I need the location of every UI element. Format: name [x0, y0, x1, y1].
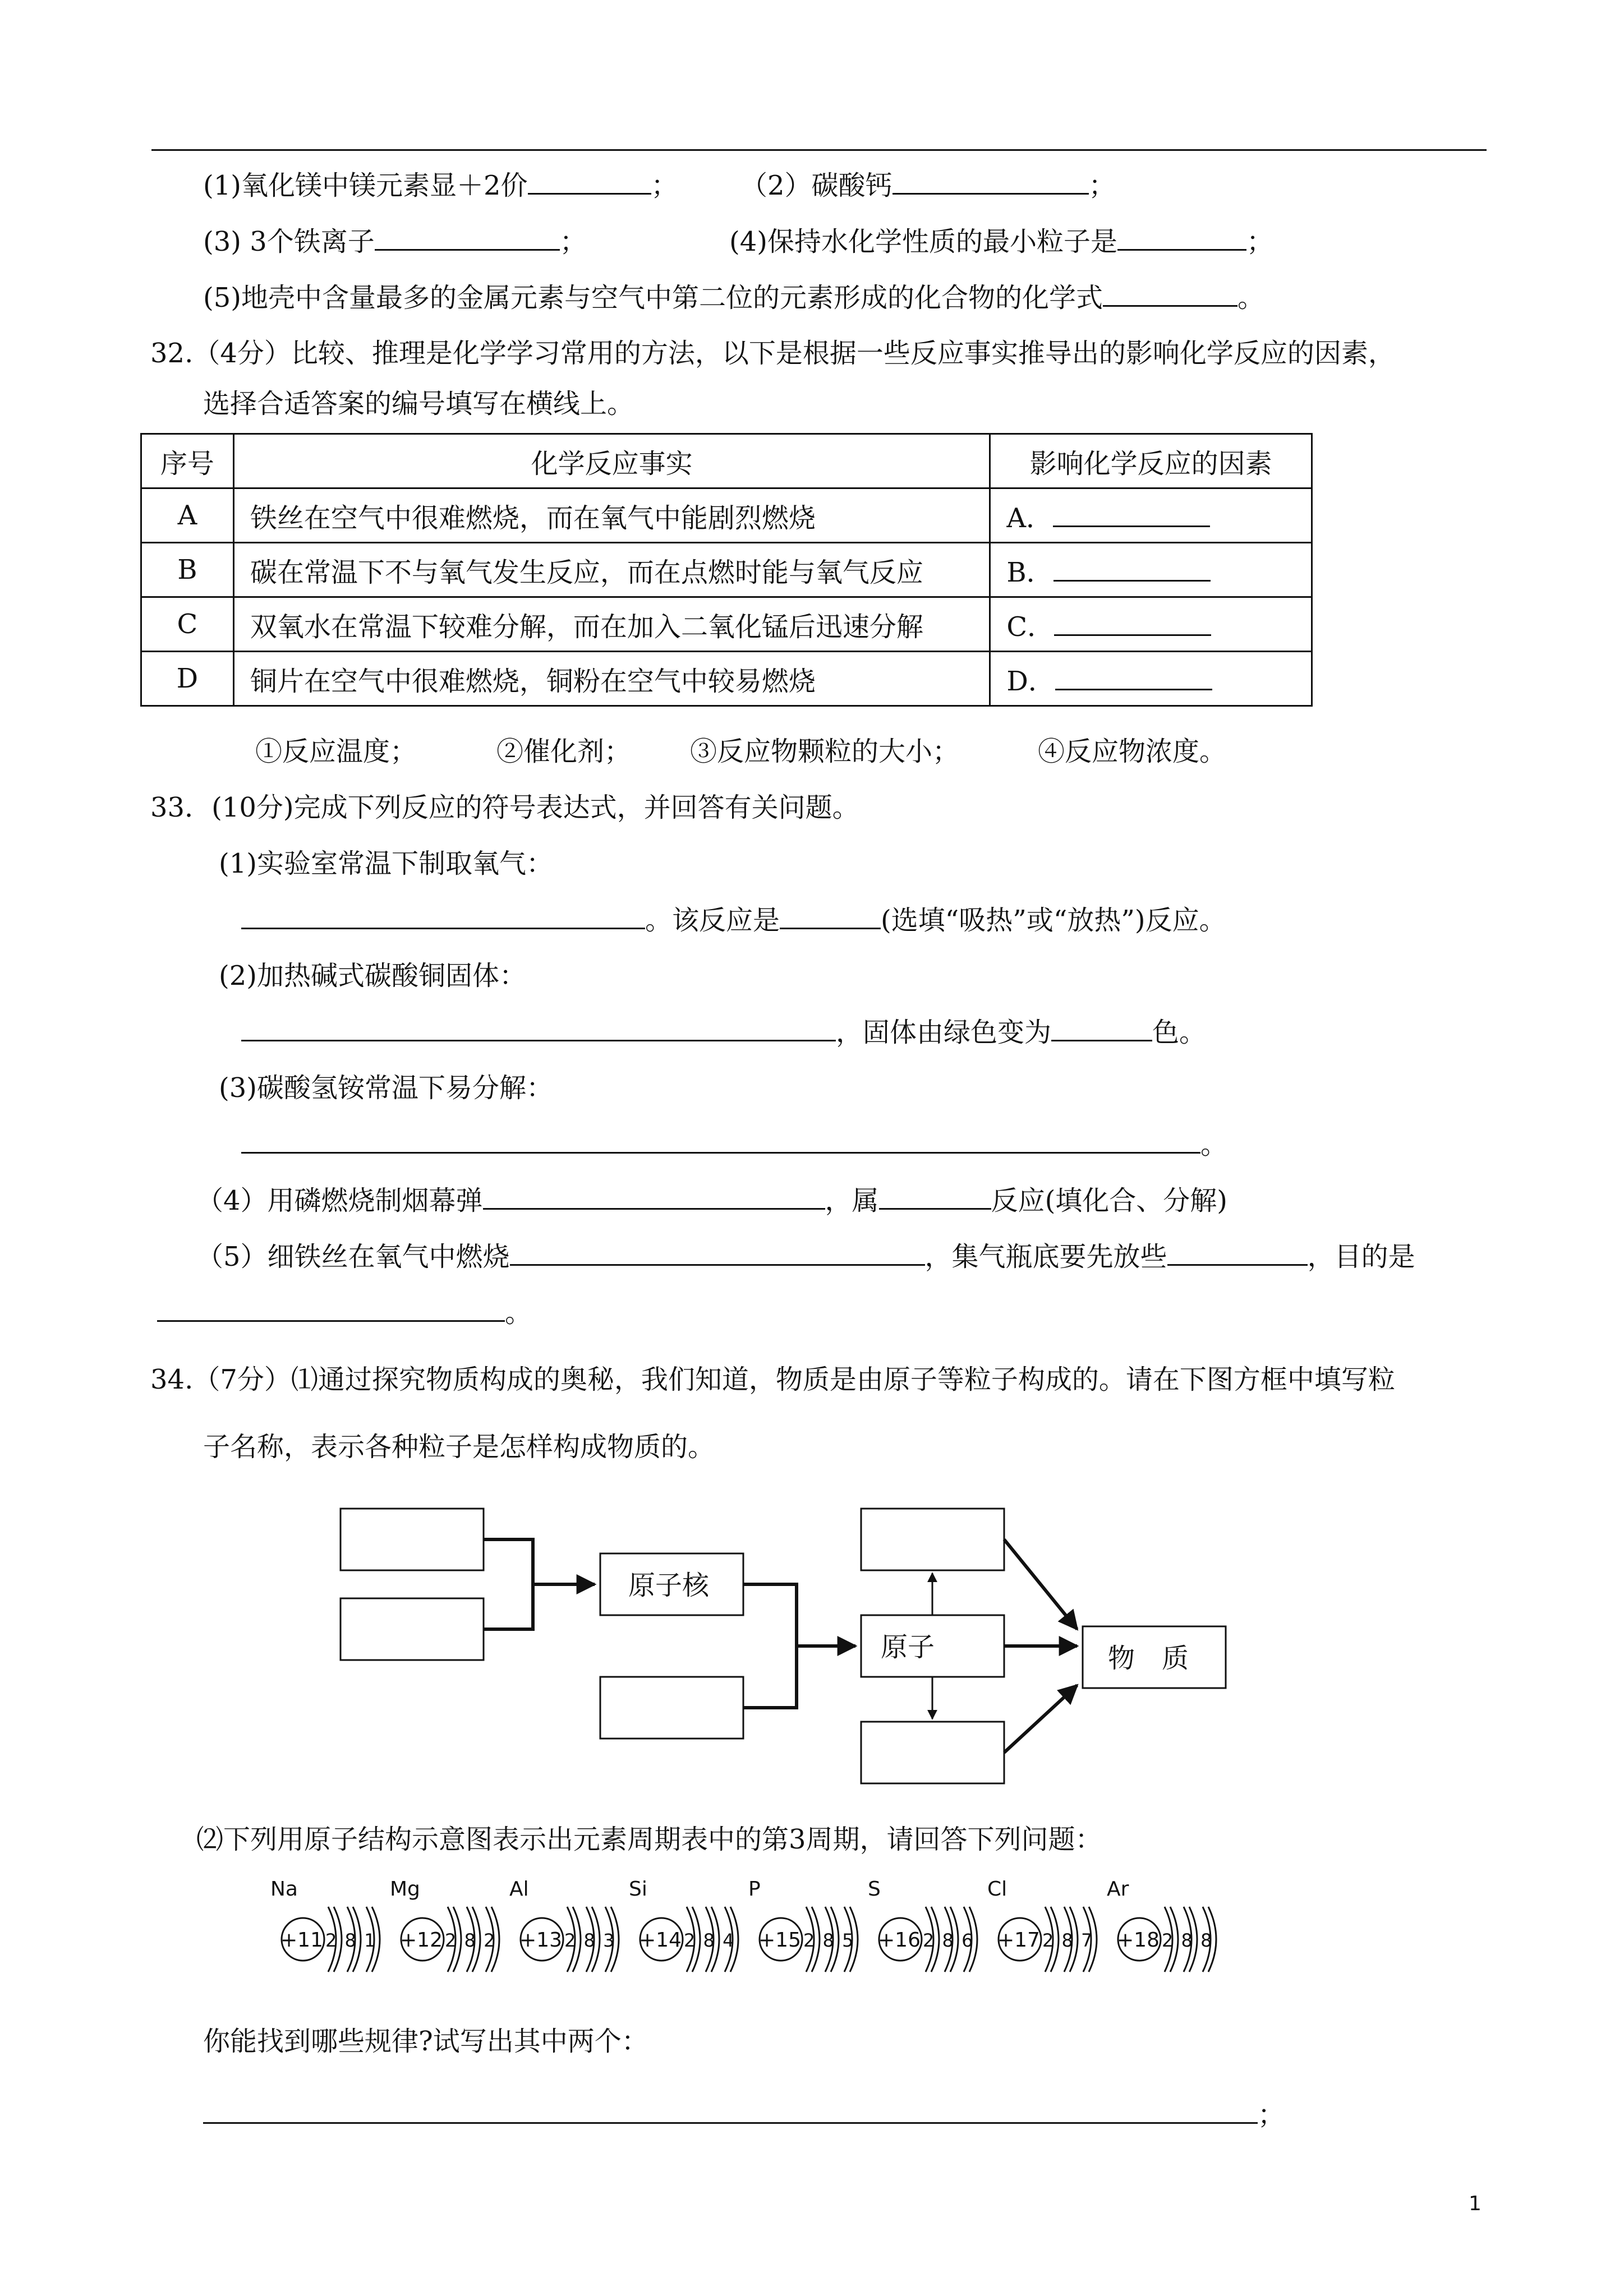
q33-s4-a: （4）用磷燃烧制烟幕弹 — [196, 1185, 483, 1216]
q33-s3-answer — [241, 1127, 1227, 1161]
q31-answer1-blank[interactable] — [528, 168, 651, 195]
q33-s2-tail-a: ，固体由绿色变为 — [836, 1017, 1052, 1048]
nucleus-charge: +11 — [280, 1929, 323, 1952]
q33-s3-tail: 。 — [1200, 1129, 1228, 1160]
blank-box-neutron[interactable] — [341, 1598, 484, 1660]
row-answer — [990, 597, 1312, 652]
q33-s1-tail-b: (选填“吸热”或“放热”)反应。 — [881, 905, 1226, 936]
atom-diagram-si — [629, 1878, 738, 1972]
table-row — [141, 543, 1312, 597]
q31-line3 — [203, 280, 1264, 315]
nucleus-charge: +14 — [639, 1929, 682, 1952]
q33-s1-tail-a: 。该反应是 — [645, 905, 780, 936]
q33-s5-substance-blank[interactable] — [1167, 1239, 1308, 1266]
atom-diagram-p — [748, 1878, 858, 1972]
atom-symbol: Na — [270, 1878, 298, 1901]
q33-s2-tail-b: 色。 — [1152, 1017, 1207, 1048]
row-fact: 铁丝在空气中很难燃烧，而在氧气中能剧烈燃烧 — [233, 488, 990, 543]
q31-line1 — [203, 168, 678, 202]
atom-symbol: Mg — [390, 1878, 420, 1901]
q33-s1-answer — [241, 903, 1226, 937]
q31-item5: (5)地壳中含量最多的金属元素与空气中第二位的元素形成的化合物的化学式 — [203, 282, 1103, 313]
row-fact: 碳在常温下不与氧气发生反应，而在点燃时能与氧气反应 — [233, 543, 990, 597]
q33-s5-equation-blank[interactable] — [510, 1239, 925, 1266]
q31-line1b — [740, 168, 1116, 202]
row-answer-blank[interactable] — [1055, 664, 1212, 690]
q31-item4: (4)保持水化学性质的最小粒子是 — [729, 226, 1117, 257]
q33-s5 — [196, 1239, 1415, 1274]
q32-stem-line1: 32.（4分）比较、推理是化学学习常用的方法，以下是根据一些反应事实推导出的影响化学反应的因素， — [150, 338, 1395, 369]
nucleus-label: 原子核 — [628, 1570, 710, 1601]
q34-question: 你能找到哪些规律?试写出其中两个： — [203, 2026, 648, 2057]
particle-structure-diagram — [0, 1492, 1624, 1806]
q31-answer5-blank[interactable] — [1103, 280, 1237, 307]
q32-stem-line2: 选择合适答案的编号填写在横线上。 — [203, 388, 634, 419]
nucleus-charge: +12 — [400, 1929, 443, 1952]
q33-s5-b: ，集气瓶底要先放些 — [924, 1241, 1167, 1273]
row-answer — [990, 488, 1312, 543]
row-answer-blank[interactable] — [1054, 610, 1211, 636]
row-id: C — [141, 597, 234, 652]
q33-s4 — [196, 1183, 1227, 1218]
header-fact: 化学反应事实 — [233, 434, 990, 488]
shell-electron-counts: 2 8 5 — [803, 1930, 855, 1951]
q33-s4-c: 反应(填化合、分解) — [991, 1185, 1228, 1216]
q34-answer-line — [203, 2097, 1285, 2132]
q34-stem-line2: 子名称，表示各种粒子是怎样构成物质的。 — [203, 1431, 715, 1463]
row-answer — [990, 543, 1312, 597]
q34-rule-blank[interactable] — [203, 2097, 1258, 2124]
q31-line2 — [203, 224, 587, 259]
blank-box-electron[interactable] — [600, 1677, 743, 1739]
q31-sep: ； — [1088, 170, 1116, 201]
q31-item1: (1)氧化镁中镁元素显＋2价 — [203, 170, 528, 201]
q34-stem-line1: 34.（7分）⑴通过探究物质构成的奥秘，我们知道，物质是由原子等粒子构成的。请在下图方框中填写粒 — [150, 1364, 1395, 1395]
shell-electron-counts: 2 8 7 — [1042, 1930, 1094, 1951]
period3-atom-structures — [0, 1873, 1624, 2008]
option-1: ①反应温度； — [255, 736, 417, 767]
atom-symbol: S — [868, 1878, 881, 1901]
atom-symbol: Ar — [1107, 1878, 1129, 1901]
q31-sep: ； — [651, 170, 678, 201]
nucleus-charge: +13 — [519, 1929, 562, 1952]
atom-symbol: Cl — [987, 1878, 1007, 1901]
table-row — [141, 652, 1312, 706]
atom-diagram-s — [868, 1878, 977, 1972]
q31-answer2-blank[interactable] — [892, 168, 1089, 195]
q31-item2: （2）碳酸钙 — [740, 170, 892, 201]
q33-s2-color-blank[interactable] — [1051, 1015, 1152, 1041]
q33-s1-equation-blank[interactable] — [241, 903, 645, 929]
q31-line2b — [729, 224, 1273, 259]
row-answer — [990, 652, 1312, 706]
table-row — [141, 597, 1312, 652]
row-fact: 铜片在空气中很难燃烧，铜粉在空气中较易燃烧 — [233, 652, 990, 706]
q33-s4-type-blank[interactable] — [879, 1183, 991, 1210]
q33-s2-answer — [241, 1015, 1206, 1049]
row-answer-label: C． — [1006, 611, 1055, 643]
blank-box-ion[interactable] — [861, 1722, 1004, 1783]
row-id: B — [141, 543, 234, 597]
q31-sep: ； — [1246, 226, 1274, 257]
atom-label: 原子 — [881, 1631, 935, 1663]
option-2: ②催化剂； — [496, 736, 632, 767]
q33-s4-equation-blank[interactable] — [483, 1183, 825, 1210]
shell-electron-counts: 2 8 1 — [325, 1930, 377, 1951]
q34-sub2: ⑵下列用原子结构示意图表示出元素周期表中的第3周期，请回答下列问题： — [196, 1824, 1102, 1855]
shell-electron-counts: 2 8 3 — [564, 1930, 616, 1951]
nucleus-charge: +15 — [758, 1929, 801, 1952]
atom-diagram-mg — [390, 1878, 499, 1972]
header-id: 序号 — [141, 434, 234, 488]
shell-electron-counts: 2 8 4 — [684, 1930, 735, 1951]
option-4: ④反应物浓度。 — [1038, 736, 1227, 767]
shell-electron-counts: 2 8 2 — [445, 1930, 496, 1951]
q31-answer3-blank[interactable] — [375, 224, 560, 251]
page-number: 1 — [1469, 2192, 1482, 2215]
q33-s5-a: （5）细铁丝在氧气中燃烧 — [196, 1241, 510, 1273]
option-3: ③反应物颗粒的大小； — [690, 736, 960, 767]
atom-symbol: Al — [509, 1878, 529, 1901]
q31-answer4-blank[interactable] — [1117, 224, 1246, 251]
atom-diagram-na — [270, 1878, 380, 1972]
nucleus-charge: +18 — [1117, 1929, 1160, 1952]
matter-label: 物 质 — [1108, 1643, 1189, 1674]
row-answer-blank[interactable] — [1053, 555, 1211, 582]
q33-s3: (3)碳酸氢铵常温下易分解： — [219, 1072, 553, 1104]
blank-box-molecule[interactable] — [861, 1509, 1004, 1570]
q33-s1-heat-blank[interactable] — [780, 903, 881, 929]
q33-s3-equation-blank[interactable] — [241, 1127, 1200, 1154]
q31-end: 。 — [1237, 282, 1265, 313]
row-answer-label: A． — [1006, 502, 1053, 534]
q31-sep: ； — [559, 226, 587, 257]
q34-sep: ； — [1258, 2099, 1285, 2131]
row-fact: 双氧水在常温下较难分解，而在加入二氧化锰后迅速分解 — [233, 597, 990, 652]
shell-electron-counts: 2 8 6 — [923, 1930, 974, 1951]
atom-symbol: Si — [629, 1878, 647, 1901]
header-factor: 影响化学反应的因素 — [990, 434, 1312, 488]
q33-s2: (2)加热碱式碳酸铜固体： — [219, 960, 526, 992]
q31-item3: (3) 3个铁离子 — [203, 226, 375, 257]
table-row — [141, 488, 1312, 543]
nucleus-charge: +17 — [997, 1929, 1040, 1952]
atom-diagram-cl — [987, 1878, 1097, 1972]
row-id: A — [141, 488, 234, 543]
q33-s5-purpose — [157, 1295, 532, 1330]
row-answer-label: D． — [1006, 665, 1055, 697]
row-answer-label: B． — [1006, 556, 1053, 588]
reaction-factors-table — [140, 433, 1313, 707]
q33-s2-equation-blank[interactable] — [241, 1015, 836, 1041]
blank-box-proton[interactable] — [341, 1509, 484, 1570]
nucleus-charge: +16 — [878, 1929, 921, 1952]
q33-stem: 33．(10分)完成下列反应的符号表达式，并回答有关问题。 — [150, 792, 859, 823]
q33-s4-b: ，属 — [825, 1185, 879, 1216]
table-header-row — [141, 434, 1312, 488]
q33-s1: (1)实验室常温下制取氧气： — [219, 848, 553, 879]
atom-diagram-ar — [1107, 1878, 1216, 1972]
q33-s5-c: ，目的是 — [1307, 1241, 1415, 1273]
header-rule — [151, 149, 1487, 151]
atom-diagram-al — [509, 1878, 619, 1972]
atom-symbol: P — [748, 1878, 761, 1901]
q33-s5-purpose-blank[interactable] — [157, 1295, 505, 1322]
q33-s5-end: 。 — [505, 1297, 532, 1329]
row-id: D — [141, 652, 234, 706]
shell-electron-counts: 2 8 8 — [1162, 1930, 1213, 1951]
row-answer-blank[interactable] — [1053, 501, 1210, 527]
